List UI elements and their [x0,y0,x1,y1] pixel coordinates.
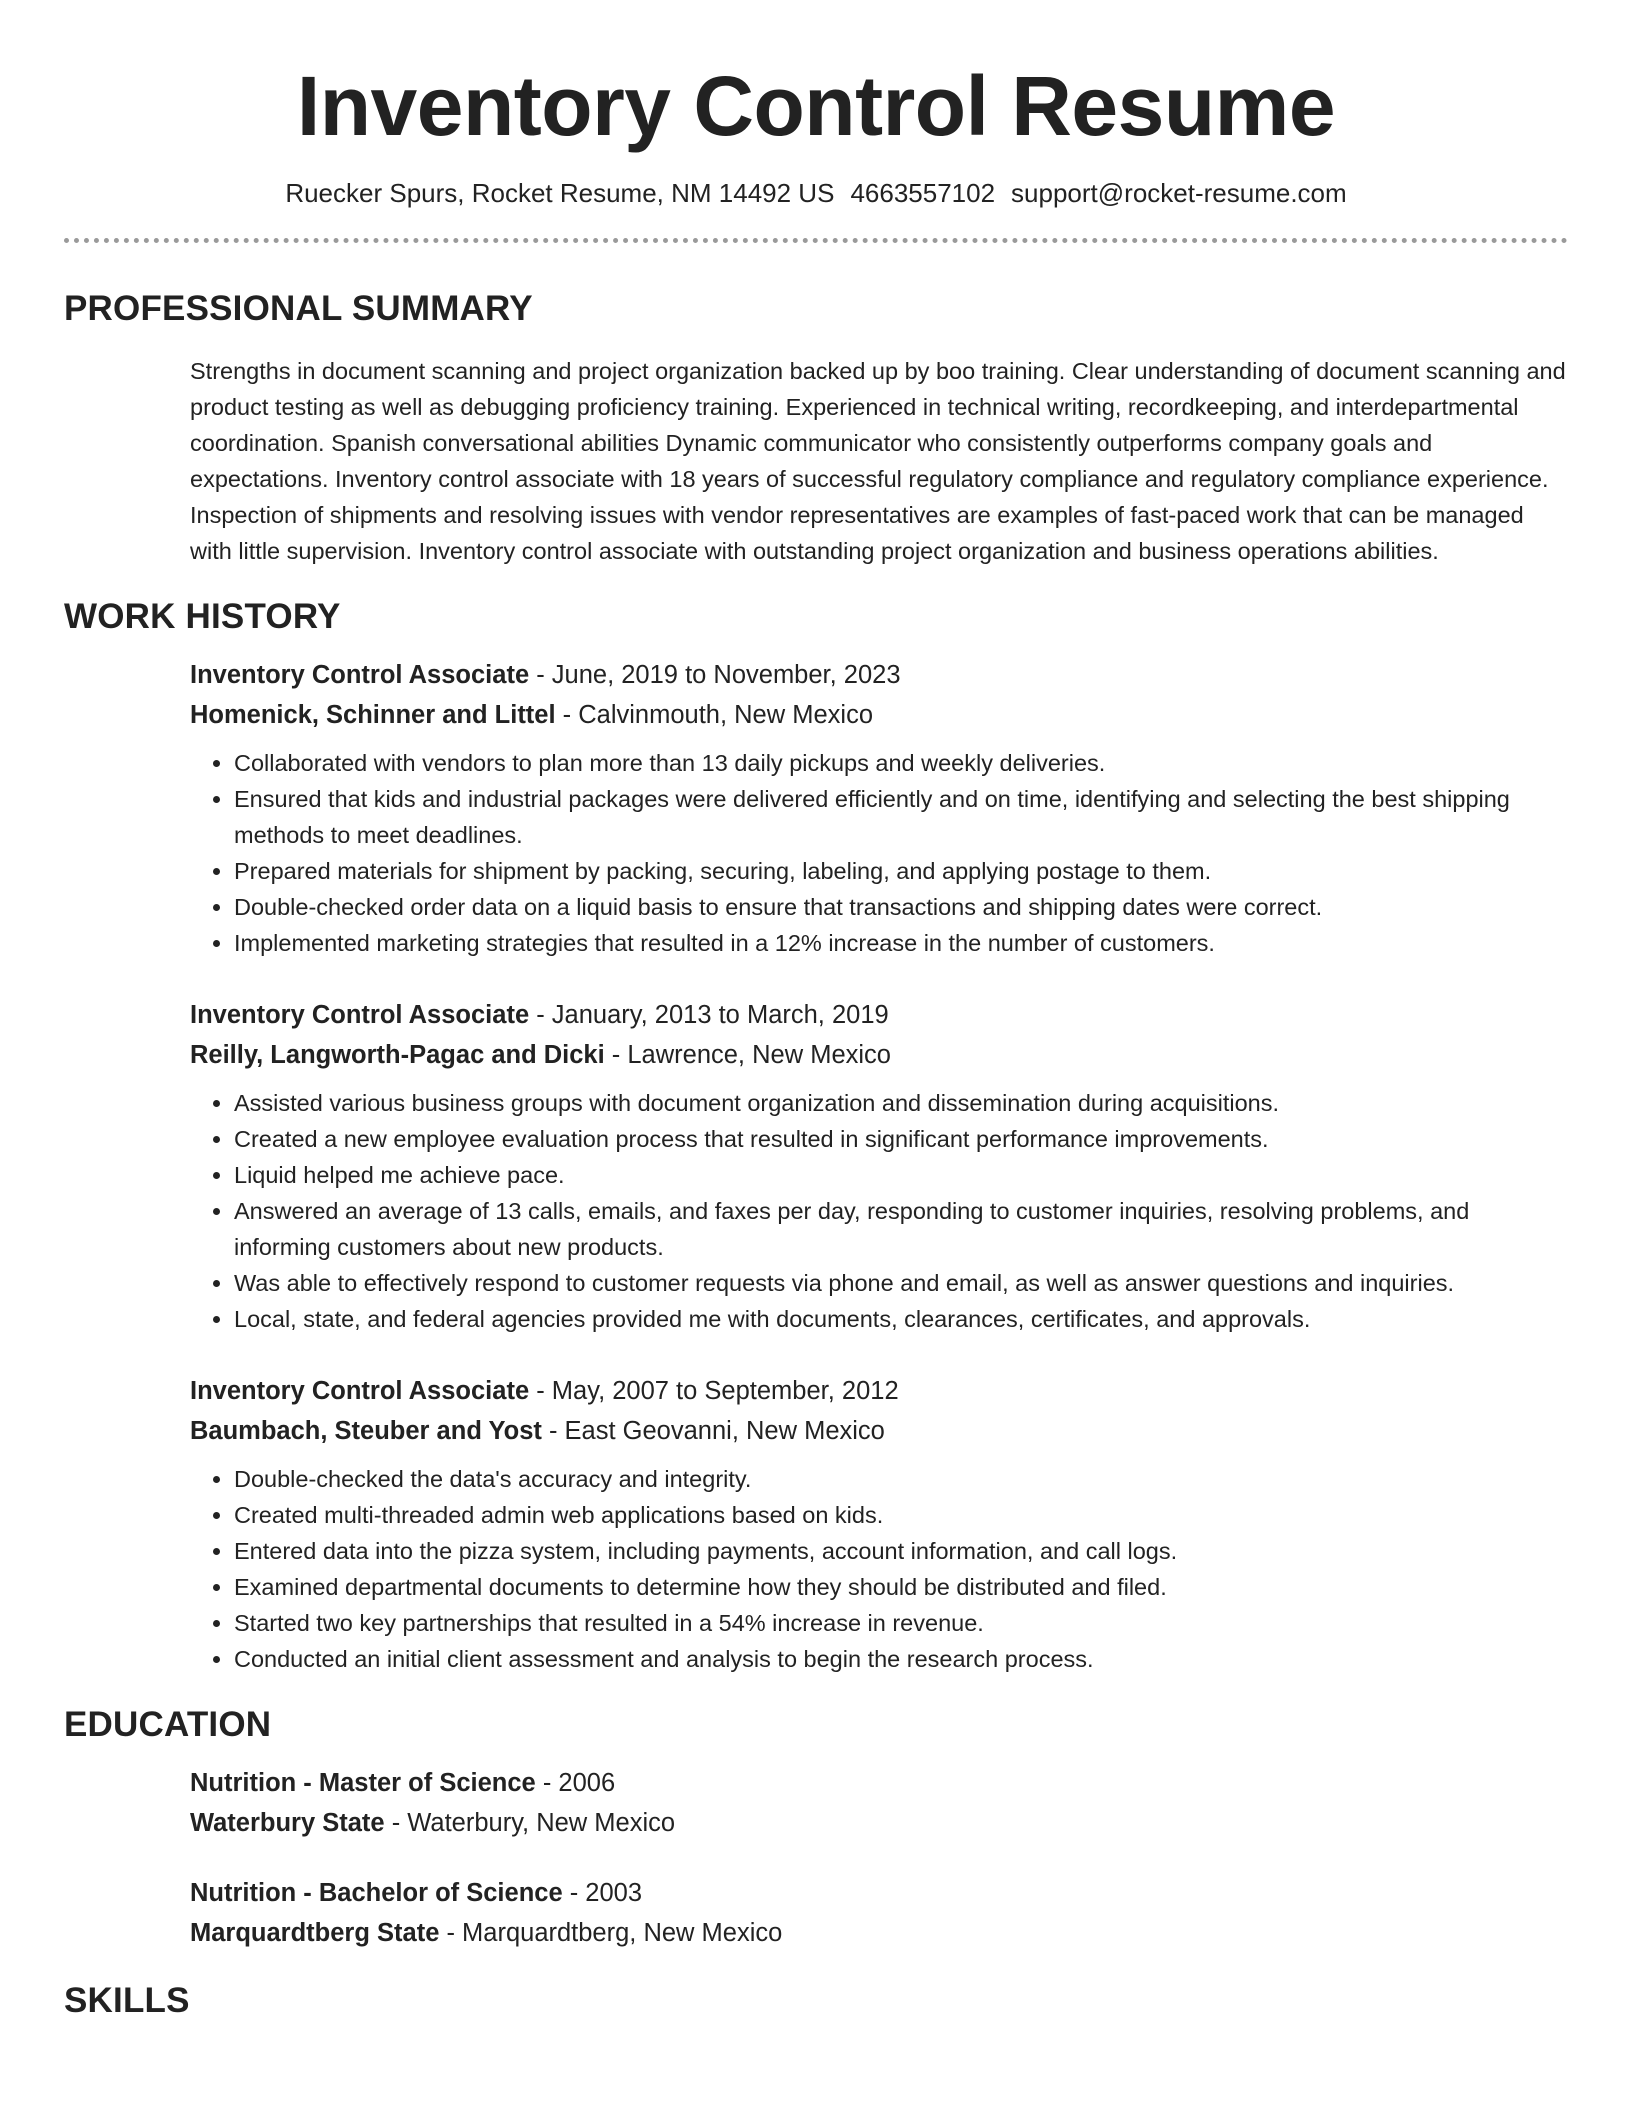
contact-phone: 4663557102 [850,178,996,208]
skills-heading: SKILLS [64,1981,190,2020]
summary-heading: PROFESSIONAL SUMMARY [64,289,533,328]
job-bullet: • Entered data into the pizza system, including payments, account information, and call logs. [234,1533,1568,1569]
job-title-line [190,655,1568,695]
job-company-line [190,695,1568,735]
job-entry [190,995,1568,1337]
job-location: - East Geovanni, New Mexico [541,1417,885,1445]
job-dates: - June, 2019 to November, 2023 [529,661,901,689]
education-location: - Waterbury, New Mexico [384,1809,676,1837]
job-bullet: • Double-checked order data on a liquid basis to ensure that transactions and shipping dates were correct. [234,889,1568,925]
job-entry [190,1371,1568,1677]
job-bullet: • Assisted various business groups with document organization and dissemination during acquisitions. [234,1085,1568,1121]
job-location: - Calvinmouth, New Mexico [555,701,874,729]
job-company: Baumbach, Steuber and Yost [190,1417,542,1445]
work-history-heading: WORK HISTORY [64,597,341,636]
job-title: Inventory Control Associate [190,1377,530,1405]
job-bullets [190,745,1568,961]
job-bullet: • Prepared materials for shipment by packing, securing, labeling, and applying postage to them. [234,853,1568,889]
skills-section [64,1979,1568,2023]
job-bullet: • Created multi-threaded admin web applications based on kids. [234,1497,1568,1533]
resume-page [64,0,1568,2023]
summary-body [190,353,1568,569]
contact-email: support@rocket-resume.com [1011,178,1347,208]
summary-text: Strengths in document scanning and project organization backed up by boo training. Clear understanding of document scanning and product testing as well as debugging proficiency training. Experienced in technical writing, recordkeeping, and interdepartmental coordination. Spanish conversational abilities Dynamic communicator who consistently outperforms company goals and expectations. Inventory control associate with 18 years of successful regulatory compliance and regulatory compliance experience. Inspection of shipments and resolving issues with vendor representatives are examples of fast-paced work that can be managed with little supervision. Inventory control associate with outstanding project organization and business operations abilities. [190,358,1566,564]
job-bullet: • Conducted an initial client assessment and analysis to begin the research process. [234,1641,1568,1677]
work-history-section [64,595,1568,1677]
education-degree-line [190,1763,1568,1803]
education-entry [190,1873,1568,1953]
work-history-body [190,655,1568,1677]
job-title: Inventory Control Associate [190,1001,530,1029]
job-bullet: • Liquid helped me achieve pace. [234,1157,1568,1193]
education-degree-line [190,1873,1568,1913]
education-school: Waterbury State [190,1809,385,1837]
job-location: - Lawrence, New Mexico [604,1041,891,1069]
job-bullet: • Was able to effectively respond to customer requests via phone and email, as well as answer questions and inquiries. [234,1265,1568,1301]
education-location: - Marquardtberg, New Mexico [439,1919,783,1947]
education-body [190,1763,1568,1953]
education-year: - 2006 [535,1769,616,1797]
job-company: Homenick, Schinner and Littel [190,701,556,729]
job-bullet: • Ensured that kids and industrial packages were delivered efficiently and on time, identifying and selecting the best shipping methods to meet deadlines. [234,781,1568,853]
job-bullet: • Local, state, and federal agencies provided me with documents, clearances, certificates, and approvals. [234,1301,1568,1337]
job-dates: - January, 2013 to March, 2019 [529,1001,889,1029]
job-title-line [190,1371,1568,1411]
job-bullet: • Double-checked the data's accuracy and integrity. [234,1461,1568,1497]
job-bullet: • Examined departmental documents to determine how they should be distributed and filed. [234,1569,1568,1605]
education-degree: Nutrition - Bachelor of Science [190,1879,563,1907]
job-company-line [190,1035,1568,1075]
contact-line [64,176,1568,210]
job-entry [190,655,1568,961]
job-bullet: • Created a new employee evaluation process that resulted in significant performance improvements. [234,1121,1568,1157]
education-entry [190,1763,1568,1843]
job-dates: - May, 2007 to September, 2012 [529,1377,899,1405]
job-title: Inventory Control Associate [190,661,530,689]
job-bullets [190,1085,1568,1337]
education-school-line [190,1913,1568,1953]
contact-address: Ruecker Spurs, Rocket Resume, NM 14492 US [285,178,835,208]
job-bullets [190,1461,1568,1677]
job-bullet: • Answered an average of 13 calls, emails, and faxes per day, responding to customer inquiries, resolving problems, and informing customers about new products. [234,1193,1568,1265]
resume-title: Inventory Control Resume [296,59,1336,153]
job-bullet: • Started two key partnerships that resulted in a 54% increase in revenue. [234,1605,1568,1641]
job-company: Reilly, Langworth-Pagac and Dicki [190,1041,605,1069]
education-school: Marquardtberg State [190,1919,440,1947]
education-school-line [190,1803,1568,1843]
job-title-line [190,995,1568,1035]
job-bullet: • Implemented marketing strategies that resulted in a 12% increase in the number of customers. [234,925,1568,961]
header-divider [64,238,1568,243]
job-company-line [190,1411,1568,1451]
education-section [64,1703,1568,1953]
education-degree: Nutrition - Master of Science [190,1769,536,1797]
education-year: - 2003 [562,1879,643,1907]
education-heading: EDUCATION [64,1705,272,1744]
summary-section [64,287,1568,569]
job-bullet: • Collaborated with vendors to plan more than 13 daily pickups and weekly deliveries. [234,745,1568,781]
